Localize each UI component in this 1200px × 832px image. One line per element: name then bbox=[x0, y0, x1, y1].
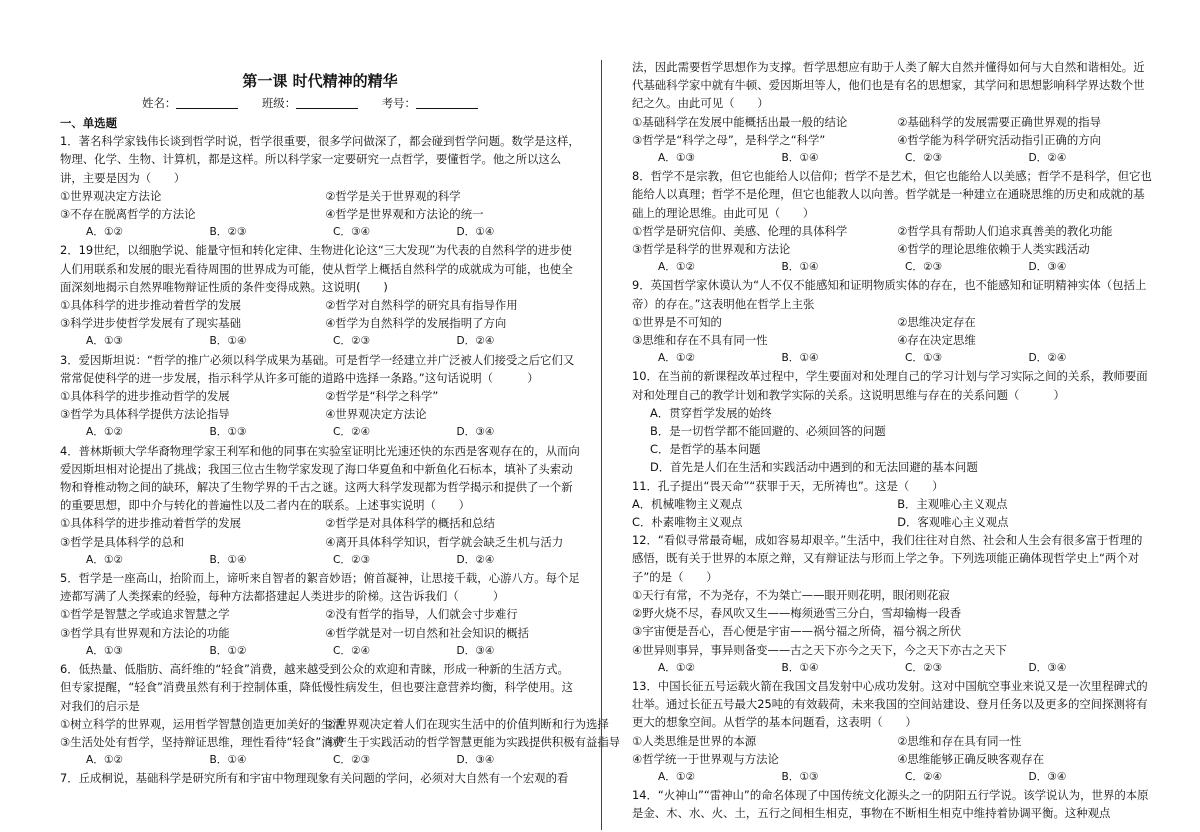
answer-choice: A．①② bbox=[86, 226, 123, 239]
answer-choice: D．②④ bbox=[456, 335, 495, 348]
answer-choice: A．①③ bbox=[86, 644, 123, 657]
option: ②哲学是对具体科学的概括和总结 bbox=[325, 516, 495, 531]
question-stem: 3．爱因斯坦说：“哲学的推广必须以科学成果为基础。可是哲学一经建立并广泛被人们接受之后它们又常常促使科学的进一步发展，指示科学从许多可能的道路中选择一条路。”这句话说明（ ） bbox=[60, 352, 575, 385]
answer-choice: B．①③ bbox=[781, 770, 819, 783]
question-options bbox=[60, 605, 580, 641]
answer-choices bbox=[632, 659, 1152, 677]
question-options bbox=[632, 313, 1152, 349]
answer-choice: B．①④ bbox=[781, 152, 819, 165]
answer-choice: C．②③ bbox=[905, 661, 942, 674]
question-options bbox=[632, 404, 1152, 477]
question-stem: 8．哲学不是宗教，但它也能给人以信仰；哲学不是艺术，但它也能给人以美感；哲学不是科学，但它也能给人以真理；哲学不是伦理，但它也能教人以向善。哲学就是一种建立在通晓思维的历史和成就的基础上的理论思维。由此可见（ ） bbox=[632, 169, 1152, 220]
option: ③生活处处有哲学，坚持辩证思维，理性看待“轻食”消费 bbox=[60, 734, 344, 749]
answer-choice: B．①④ bbox=[781, 661, 819, 674]
exam-no-label: 考号： bbox=[381, 96, 416, 110]
answer-choice: C．②③ bbox=[905, 261, 942, 274]
question-stem: 13．中国长征五号运载火箭在我国文昌发射中心成功发射。这对中国航空事业来说又是一次里程碑式的壮举。通过长征五号最大25吨的有效载荷，未来我国的空间站建设、登月任务以及更多的空间探测将有更大的想象空间。从哲学的基本问题看，这表明（ ） bbox=[632, 678, 1148, 730]
option: ④哲学是世界观和方法论的统一 bbox=[325, 207, 484, 222]
answer-choice: A．①② bbox=[658, 261, 695, 274]
option: C．是哲学的基本问题 bbox=[650, 442, 761, 457]
question-options bbox=[60, 187, 580, 223]
answer-choice: A．①② bbox=[86, 426, 123, 439]
question-stem: 5．哲学是一座高山，抬阶而上，谛听来自智者的絮音妙语；俯首凝神，让思接千载，心游八方。每个足迹都写满了人类探索的经验，每种方法都搭建起人类进步的阶梯。这告诉我们（ ） bbox=[60, 571, 580, 604]
answer-choice: B．①④ bbox=[209, 553, 247, 566]
question-stem: 7．丘成桐说，基础科学是研究所有和宇宙中物理现象有关问题的学问，必须对大自然有一个宏观的看 bbox=[60, 771, 569, 786]
answer-choice: C．①③ bbox=[905, 352, 942, 365]
option: ①哲学是研究信仰、美感、伦理的具体科学 bbox=[632, 223, 848, 238]
option: ②思维和存在具有同一性 bbox=[897, 733, 1022, 748]
option: A．贯穿哲学发展的始终 bbox=[650, 405, 772, 420]
option: ①具体科学的进步推动着哲学的发展 bbox=[60, 516, 242, 531]
question-4 bbox=[632, 477, 1152, 532]
option: B．是一切哲学都不能回避的、必须回答的问题 bbox=[650, 424, 886, 439]
option: ④哲学能为科学研究活动指引正确的方向 bbox=[897, 132, 1102, 147]
section-heading: 一、单选题 bbox=[60, 116, 117, 130]
question-stem: 6．低热量、低脂肪、高纤维的“轻食”消费，越来越受到公众的欢迎和青睐，形成一种新的生活方式。但专家提醒，“轻食”消费虽然有利于控制体重，降低慢性病发生，但也要注意营养均衡，科学使用。这对我们的启示是 bbox=[60, 662, 573, 713]
option: ②基础科学的发展需要正确世界观的指导 bbox=[897, 114, 1102, 129]
answer-choices bbox=[632, 768, 1152, 786]
option: ④世界观决定方法论 bbox=[325, 407, 427, 422]
answer-choices bbox=[60, 642, 580, 660]
option: C．朴素唯物主义观点 bbox=[632, 515, 743, 530]
answer-choice: D．②④ bbox=[456, 553, 495, 566]
answer-choice: D．③④ bbox=[1028, 661, 1067, 674]
answer-choice: C．②④ bbox=[333, 644, 370, 657]
option: ①世界观决定方法论 bbox=[60, 188, 162, 203]
exam-no-blank[interactable] bbox=[416, 96, 478, 109]
option: ④哲学为自然科学的发展指明了方向 bbox=[325, 316, 507, 331]
left-column bbox=[60, 58, 621, 788]
question-stem: 1．著名科学家钱伟长谈到哲学时说，哲学很重要，很多学问做深了，都会碰到哲学问题。数学是这样，物理、化学、生物、计算机，都是这样。所以科学家一定要研究一点哲学，要懂哲学。他之所以这么讲，主要是因为（ ） bbox=[60, 134, 580, 185]
answer-choices bbox=[60, 551, 580, 569]
answer-choice: C．②④ bbox=[333, 426, 370, 439]
option: ④哲学统一于世界观与方法论 bbox=[632, 751, 779, 766]
question-7 bbox=[60, 769, 580, 787]
option: ③哲学是科学的世界观和方法论 bbox=[632, 242, 791, 257]
option: ③科学进步使哲学发展有了现实基础 bbox=[60, 316, 242, 331]
class-blank[interactable] bbox=[296, 96, 358, 109]
answer-choice: D．③④ bbox=[1028, 770, 1067, 783]
question-4 bbox=[60, 442, 580, 569]
answer-choice: A．①③ bbox=[658, 152, 695, 165]
answer-choice: C．②③ bbox=[333, 553, 370, 566]
option: ①人类思维是世界的本源 bbox=[632, 733, 757, 748]
answer-choice: D．③④ bbox=[456, 426, 495, 439]
question-1 bbox=[632, 167, 1152, 276]
answer-choice: B．②③ bbox=[209, 226, 247, 239]
option: ②哲学是关于世界观的科学 bbox=[325, 188, 461, 203]
option: ③哲学为具体科学提供方法论指导 bbox=[60, 407, 230, 422]
option: ③不存在脱离哲学的方法论 bbox=[60, 207, 196, 222]
answer-choice: A．①③ bbox=[86, 335, 123, 348]
option: ③思维和存在不具有同一性 bbox=[632, 333, 768, 348]
question-5 bbox=[60, 569, 580, 660]
answer-choice: A．①② bbox=[658, 352, 695, 365]
question-options bbox=[632, 222, 1152, 258]
answer-choice: B．①④ bbox=[209, 754, 247, 767]
answer-choices bbox=[60, 332, 580, 350]
page-title: 第一课 时代精神的精华 bbox=[242, 72, 398, 90]
answer-choices bbox=[60, 223, 580, 241]
question-5 bbox=[632, 531, 1152, 677]
question-2 bbox=[60, 241, 580, 350]
option: ④离开具体科学知识，哲学就会缺乏生机与活力 bbox=[325, 534, 564, 549]
answer-choice: C．②③ bbox=[905, 152, 942, 165]
option: ②没有哲学的指导，人们就会寸步难行 bbox=[325, 607, 518, 622]
option: ①哲学是智慧之学或追求智慧之学 bbox=[60, 607, 230, 622]
option: ④存在决定思维 bbox=[897, 333, 976, 348]
answer-choice: B．①④ bbox=[781, 352, 819, 365]
question-stem: 10．在当前的新课程改革过程中，学生要面对和处理自己的学习计划与学习实际之间的关系，教师要面对和处理自己的教学计划和教学实际的关系。这说明思维与存在的关系问题（ ） bbox=[632, 369, 1148, 402]
answer-choice: C．③④ bbox=[333, 226, 370, 239]
option: ①具体科学的进步推动哲学的发展 bbox=[60, 389, 230, 404]
answer-choice: A．①② bbox=[86, 754, 123, 767]
answer-choices bbox=[60, 751, 580, 769]
option: ②世界观决定着人们在现实生活中的价值判断和行为选择 bbox=[325, 716, 609, 731]
option: ③哲学是具体科学的总和 bbox=[60, 534, 185, 549]
option: ③宇宙便是吾心，吾心便是宇宙——祸兮福之所倚，福兮祸之所伏 bbox=[632, 624, 962, 639]
answer-choice: B．①③ bbox=[209, 426, 247, 439]
option: ①树立科学的世界观，运用哲学智慧创造更加美好的生活 bbox=[60, 716, 344, 731]
question-7-answers bbox=[632, 149, 1152, 167]
answer-choices bbox=[60, 423, 580, 441]
answer-choice: D．③④ bbox=[1028, 261, 1067, 274]
question-options bbox=[60, 514, 580, 550]
name-blank[interactable] bbox=[176, 96, 238, 109]
left-question-list bbox=[60, 132, 621, 787]
option: ②哲学对自然科学的研究具有指导作用 bbox=[325, 298, 518, 313]
answer-choice: B．①④ bbox=[781, 261, 819, 274]
option: D．首先是人们在生活和实践活动中遇到的和无法回避的基本问题 bbox=[650, 460, 978, 475]
answer-choice: D．③④ bbox=[456, 644, 495, 657]
answer-choice: C．②③ bbox=[333, 754, 370, 767]
right-question-list bbox=[632, 167, 1152, 822]
option: B．主观唯心主义观点 bbox=[897, 496, 1008, 511]
question-stem: 4．普林斯顿大学华裔物理学家王利军和他的同事在实验室证明比光速还快的东西是客观存在的，从而向爱因斯坦相对论提出了挑战；我国三位古生物学家发现了海口华夏鱼和中新鱼化石标本，填补了头索动物和脊椎动物之间的缺环，解决了生物学界的千古之谜。这两大科学发现都为哲学揭示和提供了一个新的重要思想，即中介与转化的普遍性以及二者内在的联系。上述事实说明（ ） bbox=[60, 443, 580, 513]
option: ②思维决定存在 bbox=[897, 314, 976, 329]
answer-choice: A．①② bbox=[658, 661, 695, 674]
option: ①天行有常，不为尧存，不为桀亡——眼开则花明，眼闭则花寂 bbox=[632, 587, 950, 602]
question-7-continuation bbox=[632, 58, 1152, 167]
student-info-line bbox=[60, 94, 580, 112]
question-6 bbox=[60, 660, 621, 769]
option: ④世异则事异，事异则备变——古之天下亦今之天下，今之天下亦古之天下 bbox=[632, 642, 1007, 657]
right-column bbox=[632, 58, 1152, 823]
class-label: 班级： bbox=[261, 96, 297, 110]
question-1 bbox=[60, 132, 580, 241]
question-options bbox=[60, 715, 621, 751]
option: ①世界是不可知的 bbox=[632, 314, 722, 329]
question-stem: 12．“看似寻常最奇崛，成如容易却艰辛。”生活中，我们往往对自然、社会和人生会有很多富于哲理的感悟，既有关于世界的本原之辩，又有辩证法与形而上学之争。下列选项能正确体现哲学史上“两个对子”的是（ ） bbox=[632, 533, 1143, 584]
question-options bbox=[632, 586, 1152, 659]
option: ②哲学具有帮助人们追求真善美的教化功能 bbox=[897, 223, 1113, 238]
question-stem: 9．英国哲学家休谟认为“人不仅不能感知和证明物质实体的存在，也不能感知和证明精神实体（包括上帝）的存在。”这表明他在哲学上主张 bbox=[632, 278, 1147, 311]
question-options bbox=[632, 495, 1152, 531]
answer-choice: A．①② bbox=[86, 553, 123, 566]
question-stem: 14．“火神山”“雷神山”的命名体现了中国传统文化源头之一的阴阳五行学说。该学说认为，世界的本原是金、木、水、火、土，五行之间相生相克，事物在不断相生相克中维持着协调平衡。这种观点 bbox=[632, 788, 1149, 821]
answer-choice: D．②④ bbox=[1028, 352, 1067, 365]
answer-choice: B．①② bbox=[209, 644, 247, 657]
question-options bbox=[60, 387, 580, 423]
option: ①具体科学的进步推动着哲学的发展 bbox=[60, 298, 242, 313]
question-7 bbox=[632, 786, 1152, 822]
option: ②哲学是“科学之科学” bbox=[325, 389, 439, 404]
question-3 bbox=[632, 367, 1152, 476]
option: ④思维能够正确反映客观存在 bbox=[897, 751, 1045, 766]
question-2 bbox=[632, 276, 1152, 367]
column-divider bbox=[601, 60, 602, 830]
question-stem: 2．19世纪，以细胞学说、能量守恒和转化定律、生物进化论这“三大发现”为代表的自然科学的进步使人们用联系和发展的眼光看待周围的世界成为可能，使从哲学上概括自然科学的成就成为可能，也使全面深刻地揭示自然界唯物辩证性质的条件变得成熟。这说明( ) bbox=[60, 243, 573, 294]
answer-choice: D．②④ bbox=[1028, 152, 1067, 165]
answer-choice: D．①④ bbox=[456, 226, 495, 239]
question-stem: 11．孔子提出“畏天命”“获罪于天，无所祷也”。这是（ ） bbox=[632, 478, 944, 493]
name-label: 姓名： bbox=[142, 96, 177, 110]
question-options bbox=[60, 296, 580, 332]
option: A．机械唯物主义观点 bbox=[632, 496, 743, 511]
option: ③哲学是“科学之母”，是科学之“科学” bbox=[632, 132, 826, 147]
answer-choice: C．②③ bbox=[333, 335, 370, 348]
option: ④产生于实践活动的哲学智慧更能为实践提供积极有益指导 bbox=[325, 734, 621, 749]
answer-choice: C．②④ bbox=[905, 770, 942, 783]
option: ④哲学就是对一切自然和社会知识的概括 bbox=[325, 625, 530, 640]
answer-choice: D．③④ bbox=[456, 754, 495, 767]
question-stem: 法，因此需要哲学思想作为支撑。哲学思想应有助于人类了解大自然并懂得如何与大自然和谐相处。近代基础科学家中就有牛顿、爱因斯坦等人，他们也是有名的思想家，其学问和思想影响科学界达数个世纪之久。由此可见（ ） bbox=[632, 60, 1145, 111]
question-7-options bbox=[632, 113, 1152, 149]
question-options bbox=[632, 732, 1152, 768]
answer-choices bbox=[632, 258, 1152, 276]
question-6 bbox=[632, 677, 1152, 786]
option: ②野火烧不尽，春风吹又生——梅须逊雪三分白，雪却输梅一段香 bbox=[632, 606, 962, 621]
answer-choice: A．①② bbox=[658, 770, 695, 783]
question-3 bbox=[60, 351, 580, 442]
option: ①基础科学在发展中能概括出最一般的结论 bbox=[632, 114, 848, 129]
option: D．客观唯心主义观点 bbox=[897, 515, 1009, 530]
option: ③哲学具有世界观和方法论的功能 bbox=[60, 625, 230, 640]
answer-choice: B．①④ bbox=[209, 335, 247, 348]
answer-choices bbox=[632, 349, 1152, 367]
option: ④哲学的理论思维依赖于人类实践活动 bbox=[897, 242, 1090, 257]
